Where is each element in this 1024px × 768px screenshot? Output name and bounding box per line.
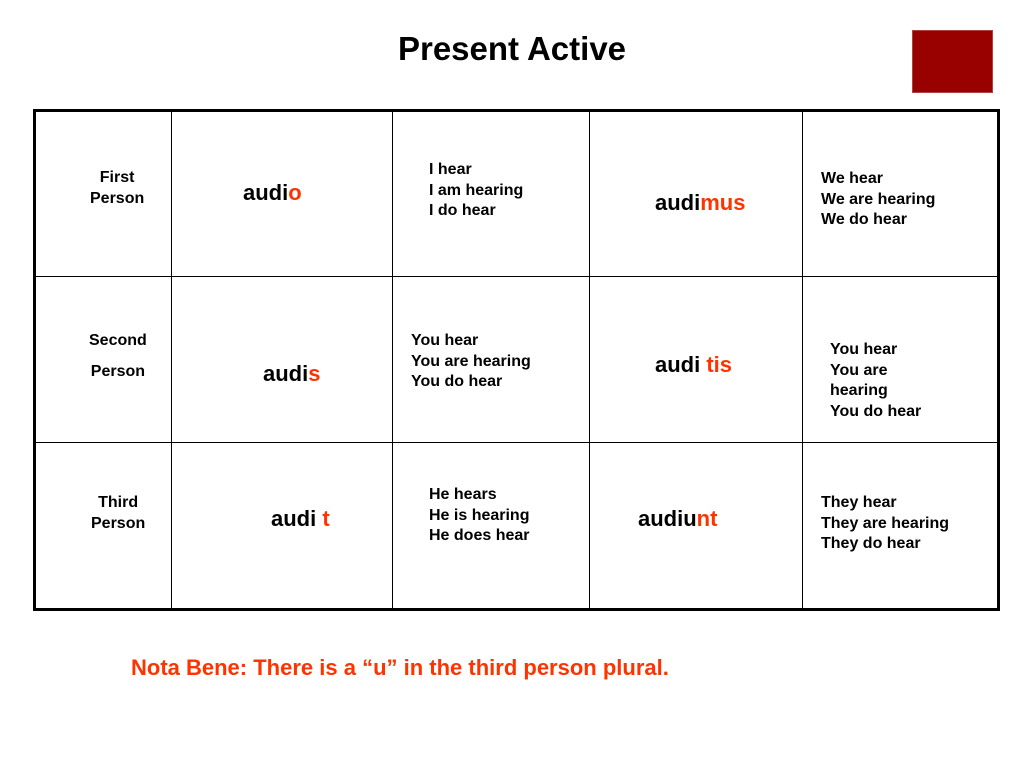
slide-title: Present Active [397,30,627,67]
meaning-line: I am hearing [429,181,524,199]
verb-ending: t [322,506,330,531]
meaning-line: I hear [429,161,472,178]
person-label-first [90,168,144,209]
person-label-line: Third [98,494,139,511]
meaning-second-singular [411,331,531,393]
verb-ending: mus [700,190,746,215]
meaning-line: They hear [821,494,897,511]
person-label-line: Person [90,362,146,380]
meaning-line: He hears [429,486,497,503]
meaning-line: We do hear [821,211,907,228]
meaning-line: You hear [411,332,479,349]
meaning-first-singular [429,160,523,222]
nota-bene-note: Nota Bene: There is a “u” in the third person plural. [131,655,669,680]
meaning-line: They do hear [821,535,921,552]
meaning-third-singular [429,485,529,547]
meaning-line: He is hearing [429,506,530,524]
form-third-plural [638,507,717,531]
form-third-singular [271,507,330,531]
column-divider [171,112,172,608]
person-label-third [91,493,145,534]
meaning-line: You are hearing [411,352,531,370]
column-divider [589,112,590,608]
verb-stem: audi [655,190,701,215]
verb-stem: audiu [638,506,697,531]
form-second-singular [263,362,320,386]
person-label-line: Second [89,332,147,349]
verb-ending: o [288,180,302,205]
meaning-line: We hear [821,170,883,187]
form-second-plural [655,353,732,377]
verb-stem: audi [243,180,289,205]
decorative-red-box [912,30,993,93]
meaning-line: You hear [830,341,898,358]
row-divider [36,276,997,277]
person-label-line: Person [90,189,145,207]
form-first-singular [243,181,302,205]
meaning-first-plural [821,169,935,231]
verb-ending: s [308,361,321,386]
verb-stem: audi [263,361,309,386]
meaning-third-plural [821,493,949,555]
person-label-line: First [99,169,135,186]
conjugation-table [33,109,1000,611]
row-divider [36,442,997,443]
meaning-line: You do hear [830,402,922,420]
meaning-line: You are [830,361,888,379]
meaning-line: You do hear [411,373,503,390]
person-label-second [89,331,147,382]
verb-ending: nt [696,506,718,531]
meaning-second-plural [830,340,921,422]
column-divider [392,112,393,608]
meaning-line: They are hearing [821,514,950,532]
column-divider [802,112,803,608]
verb-stem: audi [655,352,701,377]
meaning-line: hearing [830,382,888,399]
person-label-line: Person [91,514,146,532]
meaning-line: We are hearing [821,190,936,208]
verb-ending: tis [706,352,733,377]
form-first-plural [655,191,745,215]
meaning-line: I do hear [429,202,496,219]
verb-stem: audi [271,506,317,531]
meaning-line: He does hear [429,527,530,544]
